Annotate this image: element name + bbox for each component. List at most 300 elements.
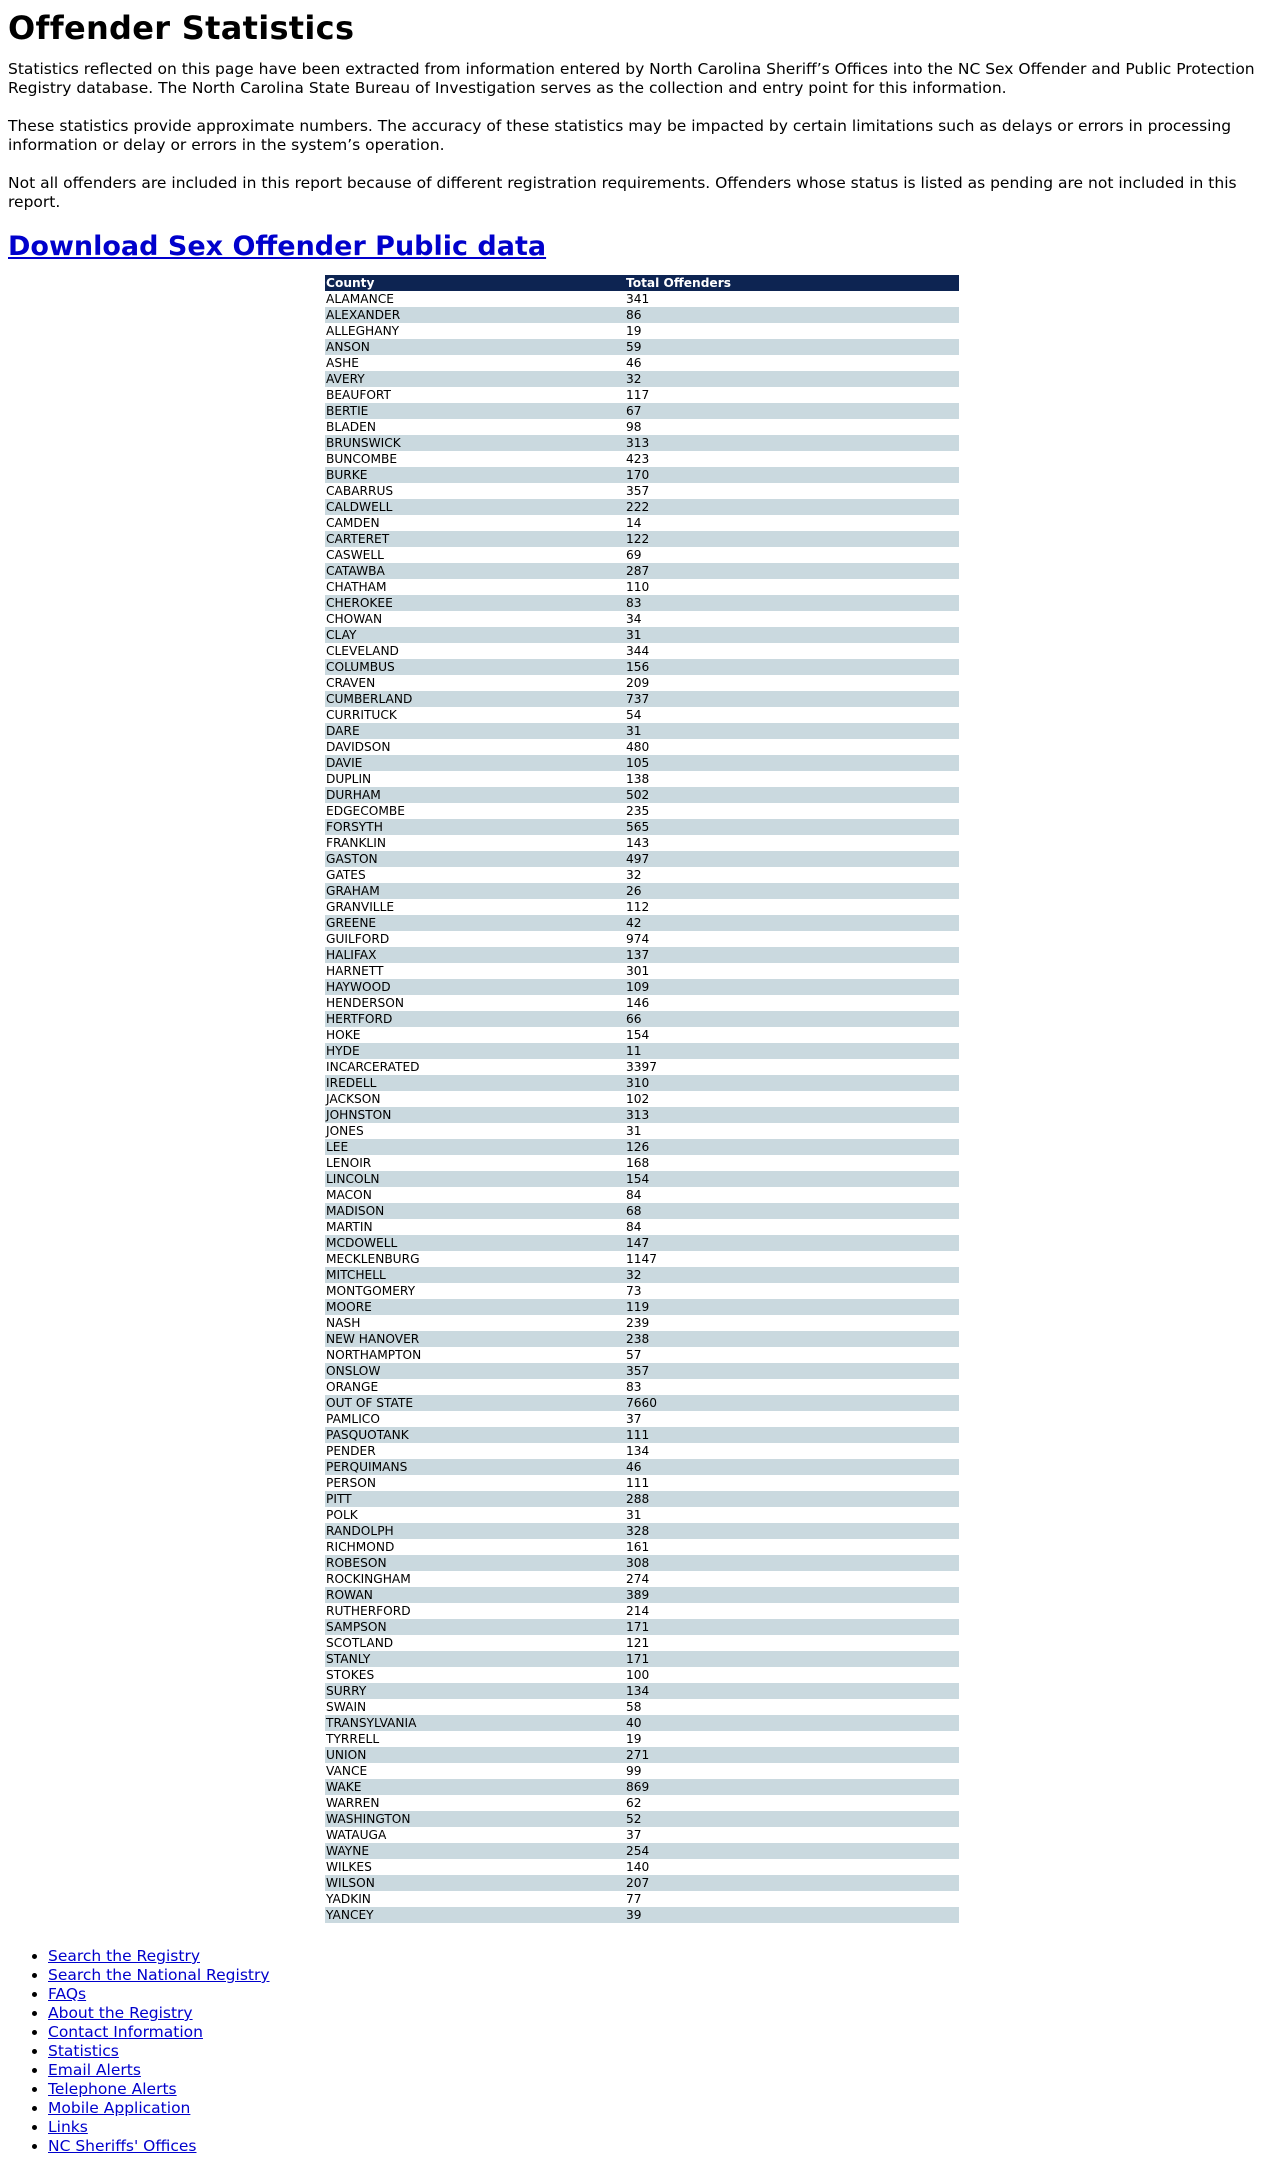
- county-name-cell: ROCKINGHAM: [326, 1571, 411, 1586]
- county-name-cell: JONES: [326, 1123, 364, 1138]
- county-name-cell: MECKLENBURG: [326, 1251, 420, 1266]
- total-offenders-cell: 288: [625, 1491, 959, 1507]
- total-offenders-cell: 138: [626, 771, 650, 786]
- county-name-cell: BURKE: [325, 467, 625, 483]
- footer-nav-link[interactable]: Search the National Registry: [48, 1966, 270, 1984]
- footer-nav-item: [48, 2137, 1272, 2156]
- county-name-cell: AVERY: [325, 371, 625, 387]
- footer-nav-item: [48, 2080, 1272, 2099]
- total-offenders-cell: 214: [626, 1603, 650, 1618]
- table-row: [325, 1347, 959, 1363]
- table-row: [325, 323, 959, 339]
- county-name-cell: WARREN: [326, 1795, 380, 1810]
- county-name-cell: RUTHERFORD: [326, 1603, 411, 1618]
- table-row: [325, 1315, 959, 1331]
- table-row: [325, 291, 959, 307]
- table-row: [325, 1651, 959, 1667]
- county-name-cell: CLAY: [325, 627, 625, 643]
- table-row: [325, 1763, 959, 1779]
- county-name-cell: SWAIN: [326, 1699, 367, 1714]
- county-name-cell: PITT: [325, 1491, 625, 1507]
- county-name-cell: MONTGOMERY: [326, 1283, 416, 1298]
- total-offenders-cell: 40: [625, 1715, 959, 1731]
- total-offenders-cell: 254: [625, 1843, 959, 1859]
- table-row: [325, 1011, 959, 1027]
- table-row: [325, 531, 959, 547]
- table-row: [325, 547, 959, 563]
- county-name-cell: BUNCOMBE: [326, 451, 398, 466]
- download-heading: [8, 231, 1272, 263]
- table-row: [325, 1027, 959, 1043]
- table-row: [325, 1379, 959, 1395]
- table-row: [325, 1283, 959, 1299]
- total-offenders-cell: 52: [625, 1811, 959, 1827]
- total-offenders-cell: 287: [625, 563, 959, 579]
- total-offenders-cell: 7660: [625, 1395, 959, 1411]
- total-offenders-cell: 140: [626, 1859, 650, 1874]
- county-name-cell: GASTON: [325, 851, 625, 867]
- table-row: [325, 595, 959, 611]
- table-row: [325, 419, 959, 435]
- table-row: [325, 483, 959, 499]
- total-offenders-cell: 147: [625, 1235, 959, 1251]
- county-name-cell: WASHINGTON: [325, 1811, 625, 1827]
- table-row: [325, 515, 959, 531]
- table-row: [325, 1859, 959, 1875]
- footer-nav-link[interactable]: Telephone Alerts: [48, 2080, 177, 2098]
- total-offenders-cell: 14: [626, 515, 642, 530]
- total-offenders-cell: 170: [625, 467, 959, 483]
- county-name-cell: DAVIE: [325, 755, 625, 771]
- county-name-cell: CURRITUCK: [326, 707, 397, 722]
- total-offenders-cell: 37: [626, 1411, 642, 1426]
- table-row: [325, 1587, 959, 1603]
- county-name-cell: PASQUOTANK: [325, 1427, 625, 1443]
- county-name-cell: COLUMBUS: [325, 659, 625, 675]
- table-row: [325, 1171, 959, 1187]
- footer-nav-link[interactable]: NC Sheriffs' Offices: [48, 2137, 197, 2155]
- table-row: [325, 1619, 959, 1635]
- county-name-cell: DURHAM: [325, 787, 625, 803]
- table-row: [325, 339, 959, 355]
- county-name-cell: MITCHELL: [325, 1267, 625, 1283]
- footer-nav-link[interactable]: Search the Registry: [48, 1947, 200, 1965]
- total-offenders-cell: 102: [626, 1091, 650, 1106]
- table-row: [325, 1363, 959, 1379]
- county-name-cell: MACON: [326, 1187, 372, 1202]
- table-row: [325, 915, 959, 931]
- county-name-cell: HOKE: [326, 1027, 361, 1042]
- footer-nav-item: [48, 2061, 1272, 2080]
- county-name-cell: HENDERSON: [326, 995, 404, 1010]
- county-name-cell: YANCEY: [325, 1907, 625, 1923]
- total-offenders-cell: 84: [626, 1219, 642, 1234]
- total-offenders-cell: 1147: [626, 1251, 658, 1266]
- county-name-cell: HYDE: [325, 1043, 625, 1059]
- county-name-cell: CASWELL: [326, 547, 384, 562]
- total-offenders-cell: 99: [626, 1763, 642, 1778]
- county-name-cell: SCOTLAND: [326, 1635, 394, 1650]
- total-offenders-cell: 46: [625, 1459, 959, 1475]
- total-offenders-cell: 84: [626, 1187, 642, 1202]
- table-row: [325, 1059, 959, 1075]
- total-offenders-cell: 32: [625, 371, 959, 387]
- total-offenders-cell: 154: [625, 1171, 959, 1187]
- total-offenders-cell: 32: [625, 1267, 959, 1283]
- total-offenders-cell: 31: [625, 723, 959, 739]
- table-row: [325, 1523, 959, 1539]
- column-header-total-offenders: Total Offenders: [625, 275, 959, 291]
- county-name-cell: POLK: [326, 1507, 358, 1522]
- county-name-cell: BEAUFORT: [326, 387, 391, 402]
- county-name-cell: CAMDEN: [326, 515, 380, 530]
- table-row: [325, 1251, 959, 1267]
- footer-nav-item: [48, 2118, 1272, 2137]
- county-name-cell: CUMBERLAND: [325, 691, 625, 707]
- table-row: [325, 1235, 959, 1251]
- table-row: [325, 803, 959, 819]
- footer-nav-link[interactable]: Links: [48, 2118, 88, 2136]
- footer-nav-item: [48, 2042, 1272, 2061]
- total-offenders-cell: 869: [625, 1779, 959, 1795]
- county-name-cell: RICHMOND: [326, 1539, 395, 1554]
- total-offenders-cell: 301: [626, 963, 650, 978]
- total-offenders-cell: 126: [625, 1139, 959, 1155]
- county-name-cell: UNION: [325, 1747, 625, 1763]
- table-row: [325, 979, 959, 995]
- county-name-cell: CLEVELAND: [326, 643, 399, 658]
- total-offenders-cell: 171: [625, 1619, 959, 1635]
- table-header-row: [325, 275, 959, 291]
- table-row: [325, 1155, 959, 1171]
- table-row: [325, 1811, 959, 1827]
- county-name-cell: PERSON: [326, 1475, 376, 1490]
- total-offenders-cell: 54: [626, 707, 642, 722]
- table-row: [325, 307, 959, 323]
- county-name-cell: MADISON: [325, 1203, 625, 1219]
- total-offenders-cell: 480: [626, 739, 650, 754]
- total-offenders-cell: 156: [625, 659, 959, 675]
- table-row: [325, 1699, 959, 1715]
- table-row: [325, 451, 959, 467]
- total-offenders-cell: 168: [626, 1155, 650, 1170]
- county-name-cell: BRUNSWICK: [325, 435, 625, 451]
- footer-nav-item: [48, 2099, 1272, 2118]
- total-offenders-cell: 86: [625, 307, 959, 323]
- total-offenders-cell: 66: [625, 1011, 959, 1027]
- table-row: [325, 627, 959, 643]
- table-row: [325, 1715, 959, 1731]
- total-offenders-cell: 389: [625, 1587, 959, 1603]
- table-row: [325, 435, 959, 451]
- total-offenders-cell: 328: [625, 1523, 959, 1539]
- table-row: [325, 931, 959, 947]
- total-offenders-cell: 110: [626, 579, 650, 594]
- table-row: [325, 1555, 959, 1571]
- table-row: [325, 1667, 959, 1683]
- table-row: [325, 1779, 959, 1795]
- table-body: [325, 291, 959, 1923]
- county-name-cell: DARE: [325, 723, 625, 739]
- table-row: [325, 787, 959, 803]
- page-title: Offender Statistics: [8, 9, 355, 47]
- county-name-cell: CATAWBA: [325, 563, 625, 579]
- total-offenders-cell: 31: [625, 627, 959, 643]
- total-offenders-cell: 143: [626, 835, 650, 850]
- total-offenders-cell: 207: [625, 1875, 959, 1891]
- county-name-cell: HARNETT: [326, 963, 384, 978]
- table-row: [325, 1427, 959, 1443]
- total-offenders-cell: 19: [626, 1731, 642, 1746]
- table-row: [325, 1299, 959, 1315]
- county-name-cell: CHOWAN: [326, 611, 383, 626]
- total-offenders-cell: 32: [626, 867, 642, 882]
- county-name-cell: WILKES: [326, 1859, 372, 1874]
- county-name-cell: STANLY: [325, 1651, 625, 1667]
- table-row: [325, 643, 959, 659]
- table-row: [325, 675, 959, 691]
- total-offenders-cell: 222: [625, 499, 959, 515]
- total-offenders-cell: 117: [626, 387, 650, 402]
- county-name-cell: PERQUIMANS: [325, 1459, 625, 1475]
- table-row: [325, 1683, 959, 1699]
- total-offenders-cell: 119: [625, 1299, 959, 1315]
- county-name-cell: GATES: [326, 867, 366, 882]
- footer-nav-item: [48, 2004, 1272, 2023]
- offender-statistics-table: [325, 275, 959, 1923]
- total-offenders-cell: 737: [625, 691, 959, 707]
- table-row: [325, 1747, 959, 1763]
- intro-paragraph-3: Not all offenders are included in this report because of different registration requirements. Offenders whose status is listed as pending are not included in this report.: [8, 174, 1237, 211]
- column-header-county: County: [325, 275, 625, 291]
- total-offenders-cell: 112: [626, 899, 650, 914]
- table-row: [325, 467, 959, 483]
- table-row: [325, 707, 959, 723]
- total-offenders-cell: 239: [626, 1315, 650, 1330]
- total-offenders-cell: 19: [626, 323, 642, 338]
- table-row: [325, 1475, 959, 1491]
- footer-nav-link[interactable]: Contact Information: [48, 2023, 203, 2041]
- page: [0, 8, 1280, 2156]
- table-row: [325, 1331, 959, 1347]
- table-row: [325, 1107, 959, 1123]
- county-name-cell: ASHE: [326, 355, 359, 370]
- county-name-cell: MOORE: [325, 1299, 625, 1315]
- total-offenders-cell: 69: [626, 547, 642, 562]
- total-offenders-cell: 31: [626, 1507, 642, 1522]
- county-name-cell: PAMLICO: [326, 1411, 380, 1426]
- table-row: [325, 1443, 959, 1459]
- county-name-cell: ONSLOW: [325, 1363, 625, 1379]
- table-row: [325, 1891, 959, 1907]
- county-name-cell: GUILFORD: [326, 931, 390, 946]
- total-offenders-cell: 68: [625, 1203, 959, 1219]
- county-name-cell: LINCOLN: [325, 1171, 625, 1187]
- county-name-cell: WAKE: [325, 1779, 625, 1795]
- table-row: [325, 995, 959, 1011]
- footer-nav: [8, 1947, 1272, 2156]
- county-name-cell: JACKSON: [326, 1091, 381, 1106]
- footer-nav-link[interactable]: Mobile Application: [48, 2099, 191, 2117]
- table-row: [325, 755, 959, 771]
- footer-nav-link[interactable]: About the Registry: [48, 2004, 193, 2022]
- county-name-cell: ALEXANDER: [325, 307, 625, 323]
- county-name-cell: GRANVILLE: [326, 899, 395, 914]
- table-row: [325, 1875, 959, 1891]
- county-name-cell: HERTFORD: [325, 1011, 625, 1027]
- table-row: [325, 1411, 959, 1427]
- table-row: [325, 771, 959, 787]
- county-name-cell: SAMPSON: [325, 1619, 625, 1635]
- table-row: [325, 963, 959, 979]
- footer-nav-item: [48, 1947, 1272, 1966]
- table-row: [325, 1075, 959, 1091]
- county-name-cell: WILSON: [325, 1875, 625, 1891]
- footer-nav-link[interactable]: FAQs: [48, 1985, 87, 2003]
- table-row: [325, 1123, 959, 1139]
- table-row: [325, 1539, 959, 1555]
- county-name-cell: CALDWELL: [325, 499, 625, 515]
- total-offenders-cell: 974: [626, 931, 650, 946]
- county-name-cell: MCDOWELL: [325, 1235, 625, 1251]
- total-offenders-cell: 57: [626, 1347, 642, 1362]
- total-offenders-cell: 77: [626, 1891, 642, 1906]
- table-row: [325, 387, 959, 403]
- table-row: [325, 883, 959, 899]
- total-offenders-cell: 34: [626, 611, 642, 626]
- total-offenders-cell: 313: [625, 1107, 959, 1123]
- county-name-cell: LEE: [325, 1139, 625, 1155]
- table-row: [325, 1843, 959, 1859]
- total-offenders-cell: 341: [626, 291, 650, 306]
- table-row: [325, 659, 959, 675]
- total-offenders-cell: 37: [626, 1827, 642, 1842]
- table-row: [325, 1603, 959, 1619]
- table-row: [325, 723, 959, 739]
- county-name-cell: CHATHAM: [326, 579, 387, 594]
- county-name-cell: ROBESON: [325, 1555, 625, 1571]
- footer-nav-link[interactable]: Email Alerts: [48, 2061, 141, 2079]
- table-row: [325, 1091, 959, 1107]
- table-row: [325, 371, 959, 387]
- total-offenders-cell: 111: [625, 1427, 959, 1443]
- county-name-cell: EDGECOMBE: [326, 803, 405, 818]
- total-offenders-cell: 98: [626, 419, 642, 434]
- county-name-cell: GRAHAM: [325, 883, 625, 899]
- county-name-cell: JOHNSTON: [325, 1107, 625, 1123]
- table-row: [325, 851, 959, 867]
- county-name-cell: NORTHAMPTON: [326, 1347, 422, 1362]
- county-name-cell: NEW HANOVER: [325, 1331, 625, 1347]
- total-offenders-cell: 154: [626, 1027, 650, 1042]
- table-row: [325, 499, 959, 515]
- table-row: [325, 691, 959, 707]
- county-name-cell: CABARRUS: [326, 483, 394, 498]
- county-name-cell: BLADEN: [326, 419, 376, 434]
- total-offenders-cell: 497: [625, 851, 959, 867]
- total-offenders-cell: 83: [625, 595, 959, 611]
- county-name-cell: ALLEGHANY: [326, 323, 400, 338]
- table-row: [325, 899, 959, 915]
- total-offenders-cell: 313: [625, 435, 959, 451]
- table-row: [325, 1507, 959, 1523]
- total-offenders-cell: 171: [625, 1651, 959, 1667]
- total-offenders-cell: 62: [626, 1795, 642, 1810]
- county-name-cell: GREENE: [325, 915, 625, 931]
- county-name-cell: ROWAN: [325, 1587, 625, 1603]
- total-offenders-cell: 11: [625, 1043, 959, 1059]
- county-name-cell: TYRRELL: [326, 1731, 380, 1746]
- total-offenders-cell: 42: [625, 915, 959, 931]
- table-row: [325, 1731, 959, 1747]
- total-offenders-cell: 134: [626, 1443, 650, 1458]
- county-name-cell: FRANKLIN: [326, 835, 386, 850]
- county-name-cell: WAYNE: [325, 1843, 625, 1859]
- total-offenders-cell: 3397: [626, 1059, 658, 1074]
- county-name-cell: CRAVEN: [326, 675, 376, 690]
- footer-nav-item: [48, 2023, 1272, 2042]
- total-offenders-cell: 26: [625, 883, 959, 899]
- county-name-cell: ALAMANCE: [326, 291, 394, 306]
- county-name-cell: INCARCERATED: [326, 1059, 420, 1074]
- total-offenders-cell: 502: [625, 787, 959, 803]
- footer-nav-link[interactable]: Statistics: [48, 2042, 119, 2060]
- total-offenders-cell: 146: [626, 995, 650, 1010]
- total-offenders-cell: 310: [625, 1075, 959, 1091]
- county-name-cell: NASH: [326, 1315, 361, 1330]
- total-offenders-cell: 161: [626, 1539, 650, 1554]
- county-name-cell: FORSYTH: [325, 819, 625, 835]
- table-row: [325, 1795, 959, 1811]
- download-data-link[interactable]: Download Sex Offender Public data: [8, 231, 547, 262]
- table-row: [325, 563, 959, 579]
- county-name-cell: SURRY: [325, 1683, 625, 1699]
- table-row: [325, 1635, 959, 1651]
- county-name-cell: IREDELL: [325, 1075, 625, 1091]
- total-offenders-cell: 235: [626, 803, 650, 818]
- table-row: [325, 1491, 959, 1507]
- table-row: [325, 403, 959, 419]
- total-offenders-cell: 122: [625, 531, 959, 547]
- total-offenders-cell: 46: [626, 355, 642, 370]
- total-offenders-cell: 67: [625, 403, 959, 419]
- table-row: [325, 1459, 959, 1475]
- table-row: [325, 1187, 959, 1203]
- total-offenders-cell: 83: [626, 1379, 642, 1394]
- table-row: [325, 1139, 959, 1155]
- table-row: [325, 1395, 959, 1411]
- total-offenders-cell: 73: [626, 1283, 642, 1298]
- table-row: [325, 355, 959, 371]
- total-offenders-cell: 58: [626, 1699, 642, 1714]
- county-name-cell: DAVIDSON: [326, 739, 391, 754]
- intro-paragraph-2: These statistics provide approximate numbers. The accuracy of these statistics may be impacted by certain limitations such as delays or errors in processing information or delay or errors in the system’s operation.: [8, 117, 1232, 154]
- county-name-cell: CHEROKEE: [325, 595, 625, 611]
- total-offenders-cell: 31: [626, 1123, 642, 1138]
- table-row: [325, 1043, 959, 1059]
- county-name-cell: VANCE: [326, 1763, 368, 1778]
- table-row: [325, 1907, 959, 1923]
- table-row: [325, 819, 959, 835]
- county-name-cell: PENDER: [326, 1443, 376, 1458]
- county-name-cell: HALIFAX: [325, 947, 625, 963]
- intro-paragraph-1: Statistics reflected on this page have been extracted from information entered by North Carolina Sheriff’s Offices into the NC Sex Offender and Public Protection Registry database. The North Carolina State Bureau of Investigation serves as the collection and entry point for this information.: [8, 60, 1255, 97]
- total-offenders-cell: 274: [626, 1571, 650, 1586]
- county-name-cell: MARTIN: [326, 1219, 373, 1234]
- total-offenders-cell: 137: [625, 947, 959, 963]
- total-offenders-cell: 100: [626, 1667, 650, 1682]
- total-offenders-cell: 109: [625, 979, 959, 995]
